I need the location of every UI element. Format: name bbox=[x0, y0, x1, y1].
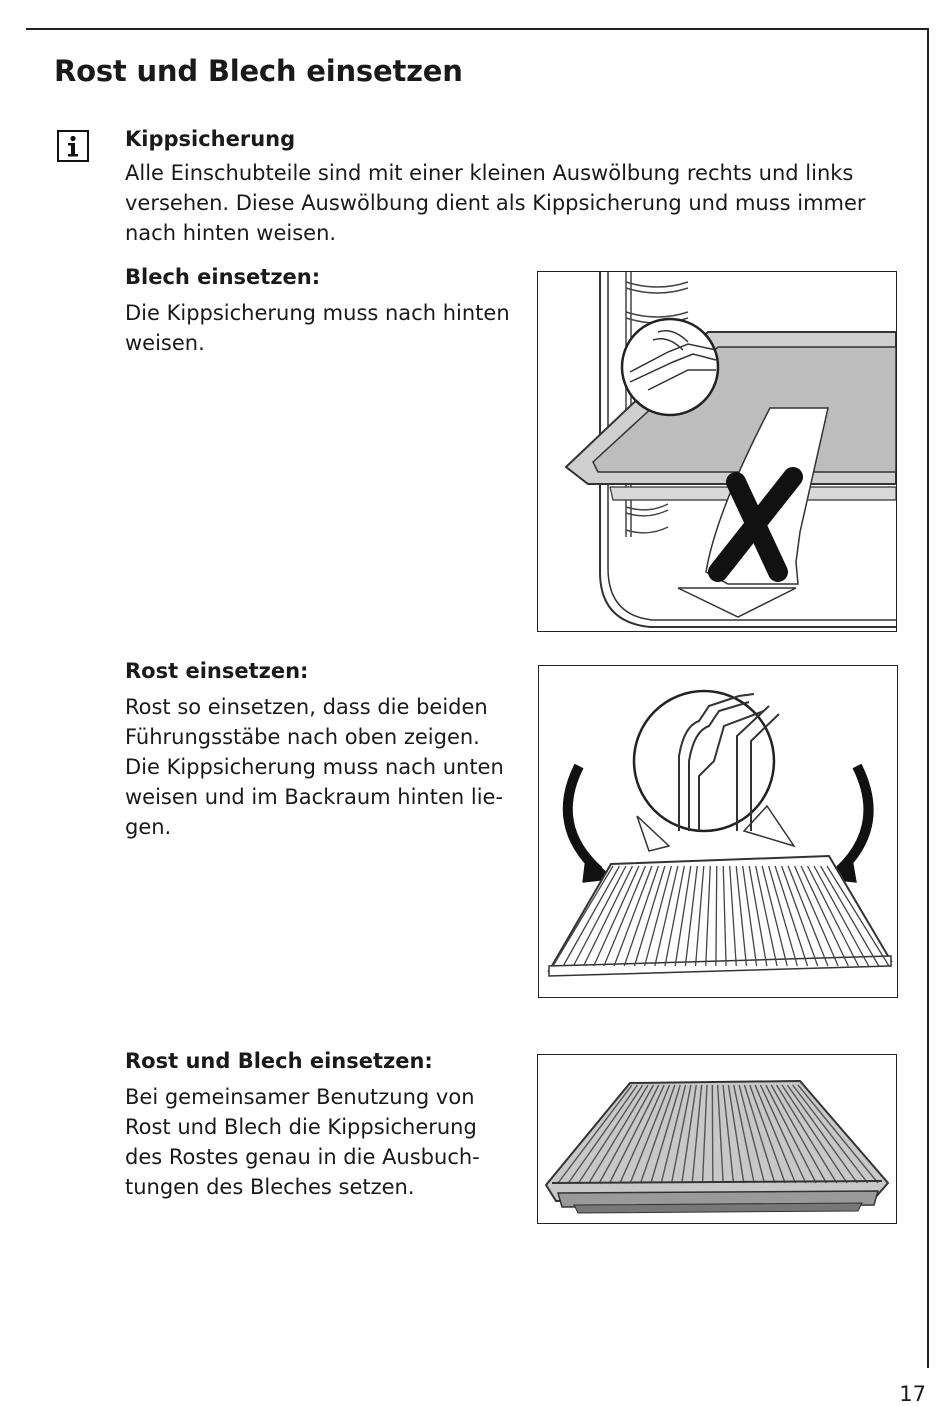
page-number: 17 bbox=[899, 1382, 926, 1406]
figure-rost-und-blech bbox=[537, 1054, 897, 1224]
rack-on-tray-illustration bbox=[538, 1055, 896, 1223]
info-heading: Kippsicherung bbox=[125, 127, 296, 151]
figure-blech-einsetzen bbox=[537, 271, 897, 632]
figure-rost-einsetzen bbox=[538, 665, 898, 998]
page-title: Rost und Blech einsetzen bbox=[54, 54, 463, 88]
info-block bbox=[125, 124, 905, 248]
section-text: Rost so einsetzen, dass die beiden Führungsstäbe nach oben zeigen. Die Kippsicherung muss nach unten weisen und im Backraum hinten lie- gen. bbox=[125, 695, 504, 839]
section-heading: Rost und Blech einsetzen: bbox=[125, 1049, 433, 1073]
rack-bar bbox=[716, 866, 717, 966]
rack-bar bbox=[712, 1085, 713, 1183]
section-rost bbox=[125, 656, 525, 842]
side-rule bbox=[927, 28, 929, 1368]
section-text: Die Kippsicherung muss nach hinten weisen. bbox=[125, 301, 510, 355]
section-rost-und-blech bbox=[125, 1046, 525, 1202]
section-heading: Blech einsetzen: bbox=[125, 265, 321, 289]
rack-illustration bbox=[539, 666, 897, 997]
info-text: Alle Einschubteile sind mit einer kleinen Auswölbung rechts und links versehen. Diese Auswölbung dient als Kippsicherung und muss immer nach hinten weisen. bbox=[125, 161, 866, 245]
section-text: Bei gemeinsamer Benutzung von Rost und Blech die Kippsicherung des Rostes genau in die Ausbuch- tungen des Bleches setzen. bbox=[125, 1085, 480, 1199]
tray-illustration bbox=[538, 272, 896, 631]
top-rule bbox=[26, 28, 929, 30]
section-heading: Rost einsetzen: bbox=[125, 659, 309, 683]
section-blech bbox=[125, 262, 525, 358]
info-icon bbox=[57, 130, 89, 162]
